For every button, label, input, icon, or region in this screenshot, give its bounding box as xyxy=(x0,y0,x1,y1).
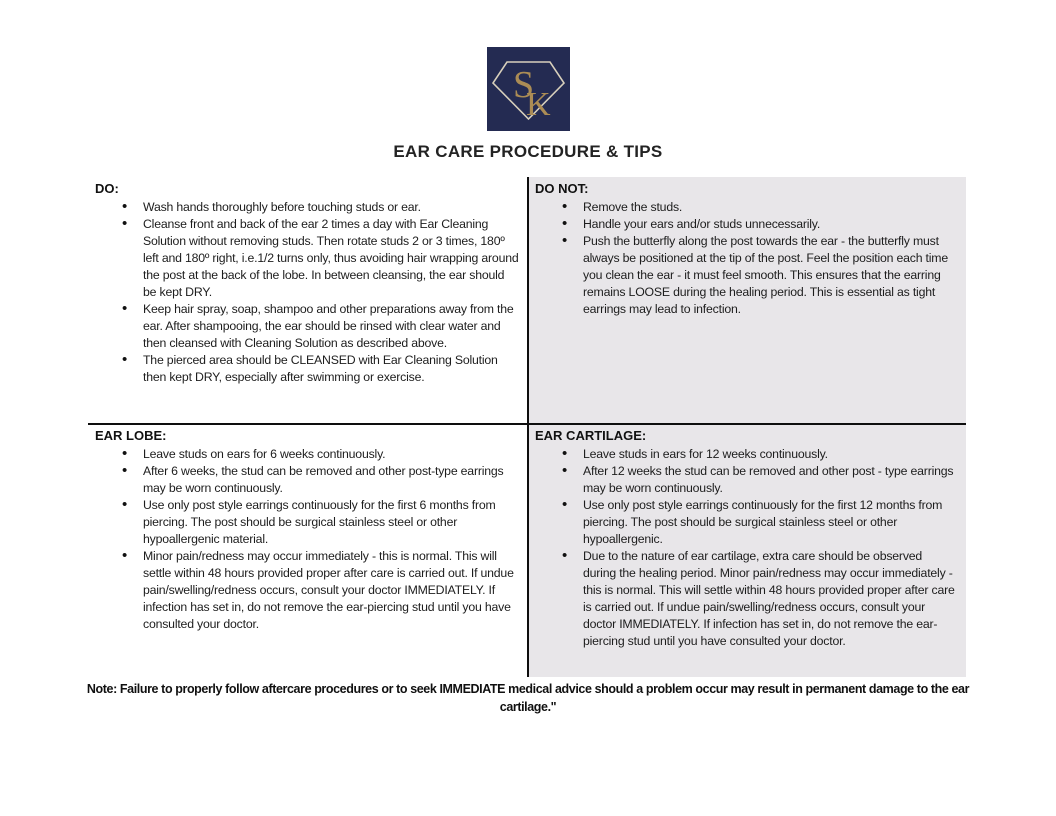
do-not-heading: DO NOT: xyxy=(535,181,589,196)
list-item: • Use only post style earrings continuously for the first 6 months from piercing. The post should be surgical stainless steel or other hypoallergenic material. xyxy=(95,497,520,548)
ear-cartilage-heading: EAR CARTILAGE: xyxy=(535,428,647,443)
logo-letter-k: K xyxy=(526,86,551,123)
list-item: • Minor pain/redness may occur immediately - this is normal. This will settle within 48 hours provided proper after care is carried out. If undue pain/swelling/redness occurs, consult your doctor IMMEDIATELY. If infection has set in, do not remove the ear-piercing stud until you have consulted your doctor. xyxy=(95,548,520,633)
list-item: • Leave studs in ears for 12 weeks continuously. xyxy=(535,446,958,463)
care-table xyxy=(88,177,966,677)
ear-lobe-section xyxy=(88,424,528,677)
sk-diamond-logo-icon xyxy=(487,47,570,131)
list-item: • After 12 weeks the stud can be removed and other post - type earrings may be worn continuously. xyxy=(535,463,958,497)
column-divider xyxy=(527,177,529,677)
ear-lobe-heading: EAR LOBE: xyxy=(95,428,167,443)
list-item: • Cleanse front and back of the ear 2 times a day with Ear Cleaning Solution without removing studs. Then rotate studs 2 or 3 times, 180º left and 180º right, i.e.1/2 turns only, thus avoiding hair wrapping around the post at the back of the lobe. In between cleansing, the ear should be kept DRY. xyxy=(95,216,520,301)
list-item: • Handle your ears and/or studs unnecessarily. xyxy=(535,216,958,233)
list-item: • Keep hair spray, soap, shampoo and other preparations away from the ear. After shampooing, the ear should be rinsed with clear water and then cleansed with Cleaning Solution as described above. xyxy=(95,301,520,352)
do-not-section xyxy=(528,177,966,424)
do-list xyxy=(95,199,520,386)
logo-letter-s: S xyxy=(513,64,535,106)
page-title: EAR CARE PROCEDURE & TIPS xyxy=(393,142,663,161)
row-divider xyxy=(88,423,966,425)
do-section xyxy=(88,177,528,424)
brand-logo xyxy=(487,47,570,131)
list-item: • Leave studs on ears for 6 weeks continuously. xyxy=(95,446,520,463)
list-item: • Wash hands thoroughly before touching studs or ear. xyxy=(95,199,520,216)
list-item: • After 6 weeks, the stud can be removed and other post-type earrings may be worn continuously. xyxy=(95,463,520,497)
list-item: • Push the butterfly along the post towards the ear - the butterfly must always be positioned at the tip of the post. Feel the position each time you clean the ear - it must feel smooth. This ensures that the earring remains LOOSE during the healing period. This is essential as tight earrings may lead to infection. xyxy=(535,233,958,318)
do-not-list xyxy=(535,199,958,318)
ear-cartilage-list xyxy=(535,446,958,650)
list-item: • Use only post style earrings continuously for the first 12 months from piercing. The post should be surgical stainless steel or other hypoallergenic. xyxy=(535,497,958,548)
ear-cartilage-section xyxy=(528,424,966,677)
ear-lobe-list xyxy=(95,446,520,633)
footer-note: Note: Failure to properly follow aftercare procedures or to seek IMMEDIATE medical advice should a problem occur may result in permanent damage to the ear cartilage." xyxy=(86,682,970,714)
list-item: • Remove the studs. xyxy=(535,199,958,216)
list-item: • Due to the nature of ear cartilage, extra care should be observed during the healing period. Minor pain/redness may occur immediately - this is normal. This will settle within 48 hours provided proper after care is carried out. If undue pain/swelling/redness occurs, consult your doctor IMMEDIATELY. If infection has set in, do not remove the ear-piercing stud until you have consulted your doctor. xyxy=(535,548,958,650)
do-heading: DO: xyxy=(95,181,119,196)
list-item: • The pierced area should be CLEANSED with Ear Cleaning Solution then kept DRY, especially after swimming or exercise. xyxy=(95,352,520,386)
